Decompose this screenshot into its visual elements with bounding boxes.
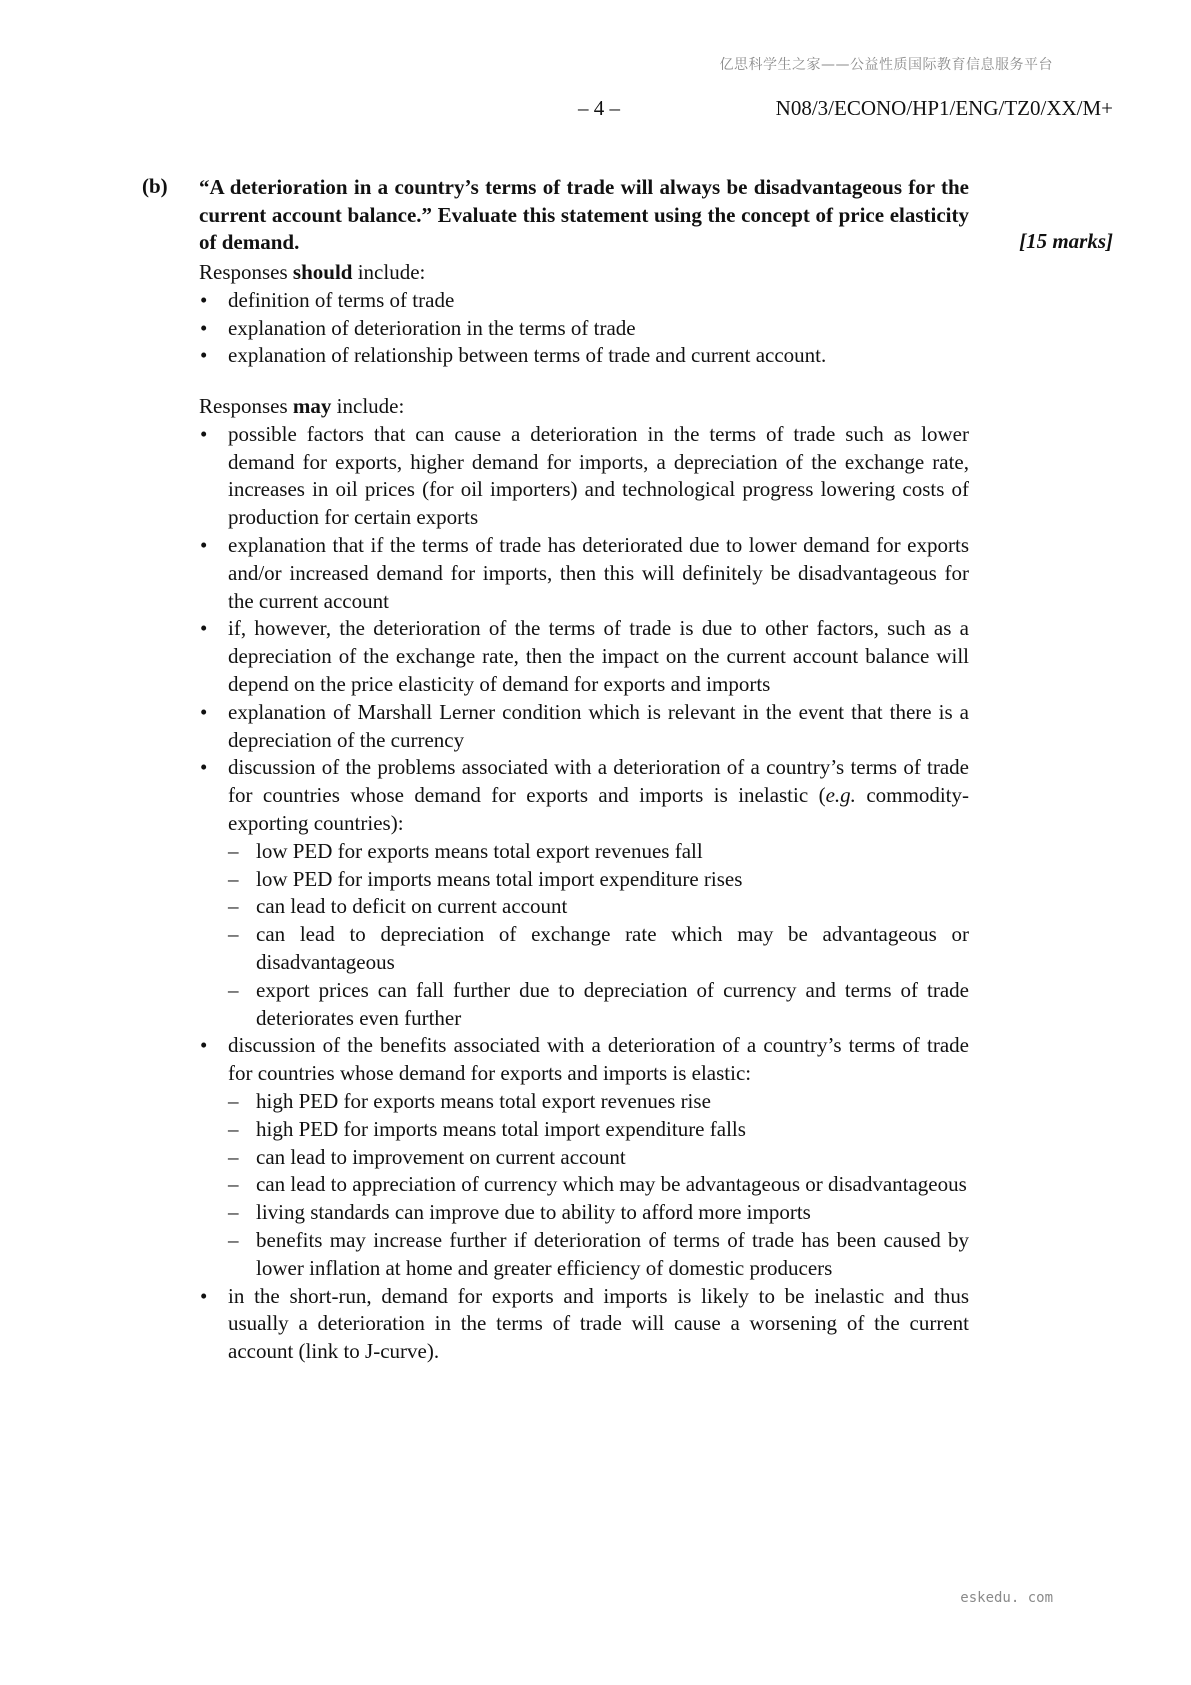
list-item: • if, however, the deterioration of the terms of trade is due to other factors, such as a depreciation of the exchange rate, then the impact on the current account balance will depend on the price elasticity of demand for exports and imports bbox=[199, 615, 969, 698]
document-code: N08/3/ECONO/HP1/ENG/TZ0/XX/M+ bbox=[775, 96, 1113, 120]
sub-list-item: – can lead to depreciation of exchange rate which may be advantageous or disadvantageous bbox=[228, 921, 969, 977]
sub-list-item: – low PED for imports means total import expenditure rises bbox=[228, 866, 969, 894]
question-text: “A deterioration in a country’s terms of trade will always be disadvantageous for the current account balance.” Evaluate this statement using the concept of price elasticity of demand. bbox=[199, 175, 969, 254]
sub-list-item: – export prices can fall further due to depreciation of currency and terms of trade deteriorates even further bbox=[228, 977, 969, 1033]
list-item: • explanation that if the terms of trade has deteriorated due to lower demand for exports and/or increased demand for imports, then this will definitely be disadvantageous for the current account bbox=[199, 532, 969, 615]
sub-list-item: – can lead to appreciation of currency which may be advantageous or disadvantageous bbox=[228, 1171, 969, 1199]
should-include-section bbox=[199, 259, 969, 370]
may-intro: Responses may include: bbox=[199, 394, 405, 418]
watermark-bottom: eskedu. com bbox=[960, 1590, 1053, 1606]
sub-list-item: – high PED for imports means total import expenditure falls bbox=[228, 1116, 969, 1144]
sub-list bbox=[228, 838, 969, 1033]
should-list bbox=[199, 287, 969, 370]
watermark-top: 亿思科学生之家——公益性质国际教育信息服务平台 bbox=[719, 57, 1053, 73]
page-number: – 4 – bbox=[578, 96, 620, 120]
list-item: • explanation of deterioration in the terms of trade bbox=[199, 315, 969, 343]
question-label: (b) bbox=[142, 174, 168, 198]
may-list bbox=[199, 421, 969, 1366]
list-item: • explanation of Marshall Lerner condition which is relevant in the event that there is a depreciation of the currency bbox=[199, 699, 969, 755]
sub-list-item: – living standards can improve due to ability to afford more imports bbox=[228, 1199, 969, 1227]
sub-list-item: – can lead to improvement on current account bbox=[228, 1144, 969, 1172]
list-item: • explanation of relationship between terms of trade and current account. bbox=[199, 342, 969, 370]
sub-list bbox=[228, 1088, 969, 1283]
list-item: • discussion of the problems associated with a deterioration of a country’s terms of trade for countries whose demand for exports and imports is inelastic (e.g. commodity-exporting countries): – low PED for exports means total export revenues fall – low PED for imports means total import expenditure rises – can lead to deficit on current account – can lead to depreciation of exchange rate which may be advantageous or disadvantageous – export prices can fall further due to depreciation of currency and terms of trade deteriorates even further bbox=[199, 754, 969, 1032]
list-item: • discussion of the benefits associated with a deterioration of a country’s terms of trade for countries whose demand for exports and imports is elastic: – high PED for exports means total export revenues rise – high PED for imports means total import expenditure falls – can lead to improvement on current account – can lead to appreciation of currency which may be advantageous or disadvantageous – living standards can improve due to ability to afford more imports – benefits may increase further if deterioration of terms of trade has been caused by lower inflation at home and greater efficiency of domestic producers bbox=[199, 1032, 969, 1282]
sub-list-item: – benefits may increase further if deterioration of terms of trade has been caused by lower inflation at home and greater efficiency of domestic producers bbox=[228, 1227, 969, 1283]
sub-list-item: – high PED for exports means total export revenues rise bbox=[228, 1088, 969, 1116]
sub-list-item: – low PED for exports means total export revenues fall bbox=[228, 838, 969, 866]
list-item: • in the short-run, demand for exports and imports is likely to be inelastic and thus usually a deterioration in the terms of trade will cause a worsening of the current account (link to J-curve). bbox=[199, 1283, 969, 1366]
list-item: • definition of terms of trade bbox=[199, 287, 969, 315]
should-intro: Responses should include: bbox=[199, 260, 426, 284]
marks-allocation: [15 marks] bbox=[1019, 229, 1113, 253]
sub-list-item: – can lead to deficit on current account bbox=[228, 893, 969, 921]
list-item: • possible factors that can cause a deterioration in the terms of trade such as lower demand for exports, higher demand for imports, a depreciation of the exchange rate, increases in oil prices (for oil importers) and technological progress lowering costs of production for certain exports bbox=[199, 421, 969, 532]
may-include-section bbox=[199, 393, 969, 1366]
